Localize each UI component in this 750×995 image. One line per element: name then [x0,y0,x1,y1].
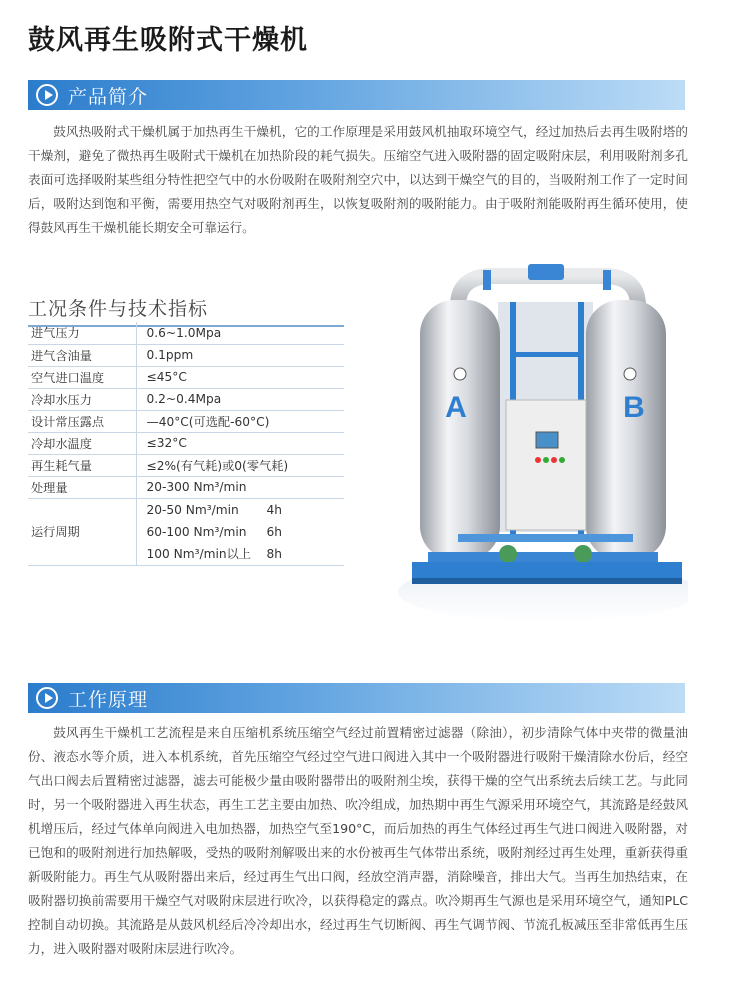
spec-value: 0.2~0.4Mpa [136,388,344,410]
spec-row-cycle [28,498,344,565]
spec-row [28,322,344,344]
top-flange [528,264,564,280]
base-frame [412,562,682,580]
principle-heading: 工作原理 [68,688,149,711]
tower-b [586,300,666,560]
spec-value: 0.6~1.0Mpa [136,322,344,344]
cycle-range: 100 Nm³/min以上 [146,547,251,561]
spec-label: 空气进口温度 [28,366,136,388]
spec-label: 进气压力 [28,322,136,344]
tower-a-label: A [445,391,467,424]
intro-paragraph: 鼓风热吸附式干燥机属于加热再生干燥机，它的工作原理是采用鼓风机抽取环境空气，经过加热后去再生吸附塔的干燥剂，避免了微热再生吸附式干燥机在加热阶段的耗气损失。压缩空气进入吸附器的固定吸附床层，利用吸附剂多孔表面可选择吸附某些组分特性把空气中的水份吸附在吸附剂空穴中，以达到干燥空气的目的，当吸附剂工作了一定时间后，吸附达到饱和平衡，需要用热空气对吸附剂再生，以恢复吸附剂的吸附能力。由于吸附剂能吸附再生循环使用，使得鼓风再生干燥机能长期安全可靠运行。 [28,124,688,235]
principle-paragraph: 鼓风再生干燥机工艺流程是来自压缩机系统压缩空气经过前置精密过滤器（除油），初步清除气体中夹带的微量油份、液态水等介质，进入本机系统，首先压缩空气经过空气进口阀进入其中一个吸附器进行吸附干燥清除水份后，经空气出口阀去后置精密过滤器，滤去可能极少量由吸附器带出的吸附剂尘埃，获得干燥的空气出系统去后续工艺。与此同时，另一个吸附器进入再生状态，再生工艺主要由加热、吹冷组成，加热期中再生气源采用环境空气，其流路是经鼓风机增压后，经过气体单向阀进入电加热器，加热空气至190°C，而后加热的再生气体经过再生气进口阀进入吸附器，对已饱和的吸附剂进行加热解吸，受热的吸附剂解吸出来的水份被再生气体带出系统，吸附剂经过再生处理，重新获得重新吸附能力。再生气从吸附器出来后，经过再生气出口阀，经放空消声器，消除噪音，排出大气。当再生加热结束，在吸附器切换前需要用干燥空气对吸附床层进行吹冷，以获得稳定的露点。吹冷期再生气源也是采用环境空气，通知PLC控制自动切换。其流路是从鼓风机经后冷冷却出水，经过再生气切断阀、再生气调节阀、节流孔板减压至非常低再生压力，进入吸附器对吸附床层进行吹冷。 [28,725,688,956]
play-circle-icon [36,84,58,106]
spec-label: 设计常压露点 [28,410,136,432]
spec-value-cycle [136,498,344,565]
cycle-row [147,543,345,565]
cycle-time: 8h [266,546,282,561]
spec-row [28,476,344,498]
tower-a [420,300,500,560]
spec-value: 0.1ppm [136,344,344,366]
tower-b-label: B [623,391,645,424]
spec-label: 处理量 [28,476,136,498]
spec-value: ≤2%(有气耗)或0(零气耗) [136,454,344,476]
spec-label: 冷却水温度 [28,432,136,454]
spec-label: 冷却水压力 [28,388,136,410]
spec-heading: 工况条件与技术指标 [28,294,344,327]
spec-label: 运行周期 [28,498,136,565]
cycle-time: 6h [266,524,282,539]
control-cabinet [506,400,586,530]
intro-section-header [28,80,685,110]
cycle-range: 20-50 Nm³/min [146,502,239,517]
spec-row [28,432,344,454]
spec-value: —40°C(可选配-60°C) [136,410,344,432]
spec-row [28,344,344,366]
cycle-time: 4h [266,502,282,517]
spec-row [28,388,344,410]
spec-row [28,454,344,476]
play-circle-icon [36,687,58,709]
hmi-screen [536,432,558,448]
spec-table [28,322,344,566]
page-title: 鼓风再生吸附式干燥机 [28,25,308,56]
intro-heading: 产品简介 [68,85,149,108]
spec-label: 再生耗气量 [28,454,136,476]
spec-value: 20-300 Nm³/min [136,476,344,498]
dryer-machine-image [398,262,688,627]
spec-row [28,366,344,388]
spec-value: ≤45°C [136,366,344,388]
cycle-row [147,499,345,521]
cycle-row [147,521,345,543]
spec-value: ≤32°C [136,432,344,454]
spec-row [28,410,344,432]
cycle-range: 60-100 Nm³/min [146,524,247,539]
spec-label: 进气含油量 [28,344,136,366]
principle-section-header [28,683,685,713]
